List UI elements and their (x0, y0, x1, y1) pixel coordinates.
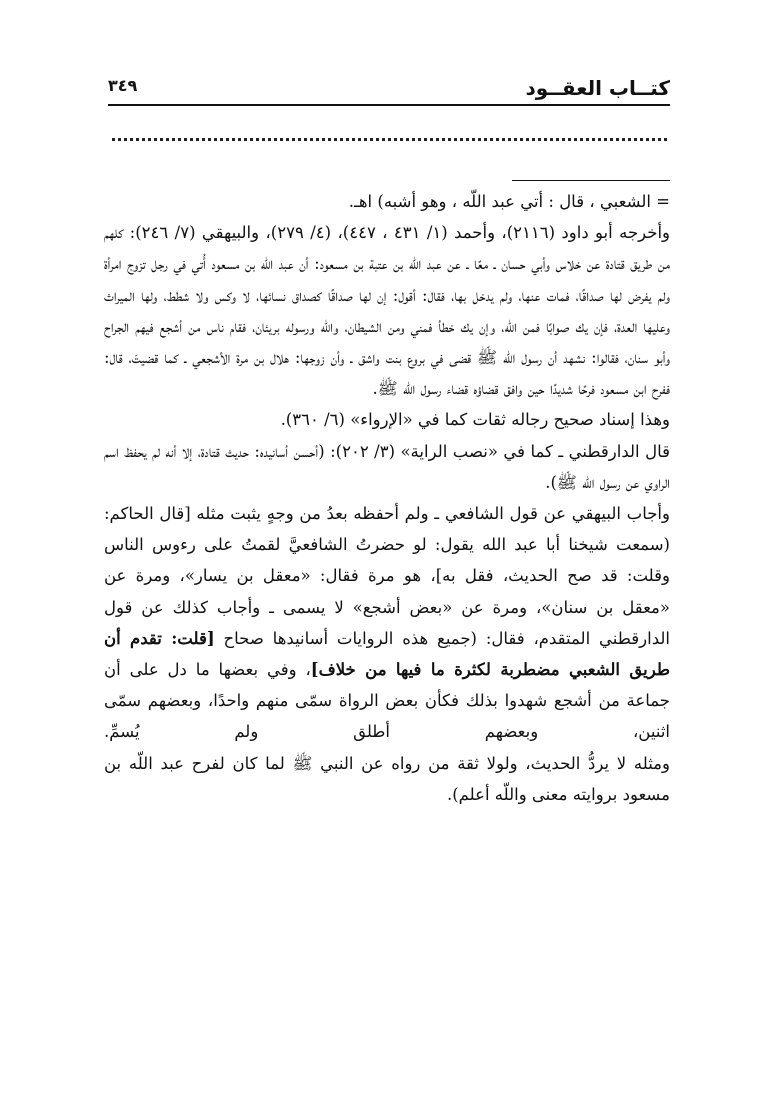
paragraph-bayhaqi-text: وأجاب البيهقي عن قول الشافعي ـ ولم أحفظه بعدُ من وجهٍ يثبت مثله [قال الحاكم: (سمعت شيخنا أبا عبد الله يقول: لو حضرتُ الشافعيَّ لقمتُ على رءوس الناس وقلت: قد صح الحديث، فقل به]، هو مرة فقال: «معقل بن يسار»، ومرة عن «معقل بن سنان»، ومرة عن «بعض أشجع» لا يسمى ـ وأجاب كذلك عن قول الدارقطني المتقدم، فقال: (جميع هذه الروايات أسانيدها صحاح (104, 504, 670, 648)
paragraph-daraqutni: قال الدارقطني ـ كما في «نصب الراية» (٣/ ٢٠٢): (أحسن أسانيده: حديث قتادة، إلا أنه لم يحفظ اسم الراوي عن رسول اللّه ﷺ). (104, 441, 670, 492)
page-number: ٣٤٩ (108, 76, 138, 95)
editor-note: [قلت: تقدم أن طريق الشعبي مضطربة لكثرة ما فيها من خلاف] (104, 628, 670, 680)
footnote-rule (512, 180, 670, 181)
header-rule (108, 104, 670, 106)
footnote-text (104, 186, 670, 810)
paragraph-isnad: وهذا إسناد صحيح رجاله ثقات كما في «الإرواء» (٦/ ٣٦٠). (280, 410, 670, 430)
paragraph-closing: ومثله لا يردُّ الحديث، ولولا ثقة من رواه عن النبي ﷺ لما كان لفرح عبد اللّه بن مسعود بروايته معنى واللّه أعلم). (104, 753, 670, 804)
paragraph-continuation: = الشعبي ، قال : أتي عبد اللّه ، وهو أشبه) اهـ. (348, 192, 670, 211)
page-header (108, 70, 670, 104)
paragraph-bayhaqi (104, 498, 670, 748)
paragraph-bayhaqi-tail: ، وفي بعضها ما دل على أن جماعة من أشجع شهدوا بذلك فكأن بعض الرواة سمّى منهم واحدًا، وبعضهم سمّى اثنين، وبعضهم أطلق ولم يُسمِّ. (104, 660, 670, 742)
paragraph-takhrij: وأخرجه أبو داود (٢١١٦)، وأحمد (١/ ٤٣١ ، ٤٤٧)، (٤/ ٢٧٩)، والبيهقي (٧/ ٢٤٦): كلهم من طريق قتادة عن خلاس وأبي حسان ـ معًا ـ عن عبد اللّه بن عتبة بن مسعود: أن عبد اللّه بن مسعود أُتي في رجل تزوج امرأة ولم يفرض لها صداقًا، فمات عنها، ولم يدخل بها، فقال: أقول: إن لها صداقًا كصداق نسائها، لا وكس ولا شطط، ولها الميراث وعليها العدة، فإن يك صوابًا فمن اللّه، وإن يك خطأ فمني ومن الشيطان، واللّه ورسوله بريئان، فقام ناس من أشجع فيهم الجراح وأبو سنان، فقالوا: نشهد أن رسول اللّه ﷺ قضى في بروع بنت واشق ـ وأن زوجها: هلال بن مرة الأشجعي ـ كما قضيتَ، قال: ففرح ابن مسعود فرحًا شديدًا حين وافق قضاؤه قضاء رسول اللّه ﷺ. (104, 223, 671, 399)
dotted-separator (112, 138, 667, 141)
running-title: كتــاب العقــود (525, 76, 670, 100)
